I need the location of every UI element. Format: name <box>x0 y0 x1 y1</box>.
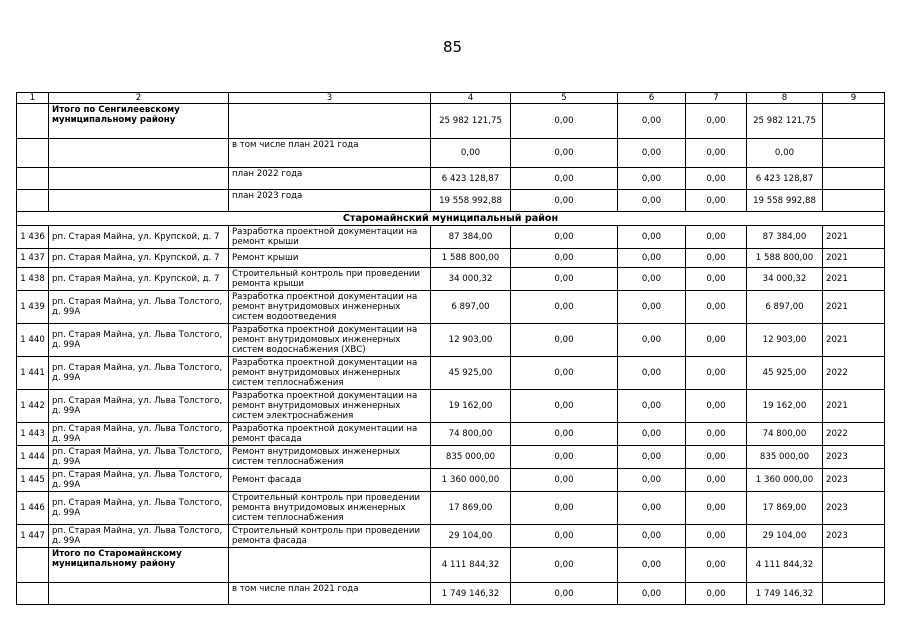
value-cell: 0,00 <box>618 249 686 268</box>
value-cell: 0,00 <box>511 226 618 249</box>
district-total-title: Итого по Старомайнскому муниципальному району <box>49 548 229 583</box>
table-row <box>17 357 885 390</box>
value-cell: 0,00 <box>618 190 686 212</box>
table-row <box>17 268 885 291</box>
year-cell: 2021 <box>823 324 885 357</box>
value-cell: 0,00 <box>511 446 618 469</box>
value-cell: 0,00 <box>618 492 686 525</box>
value-cell: 0,00 <box>686 548 747 583</box>
value-cell: 1 749 146,32 <box>431 583 511 605</box>
value-cell: 0,00 <box>686 139 747 168</box>
district-total-row <box>17 548 885 583</box>
value-cell: 0,00 <box>686 104 747 139</box>
year-cell: 2021 <box>823 249 885 268</box>
value-cell: 1 360 000,00 <box>431 469 511 492</box>
work-cell: Ремонт фасада <box>229 469 431 492</box>
district-total-title: Итого по Сенгилеевскому муниципальному району <box>49 104 229 139</box>
value-cell: 0,00 <box>618 291 686 324</box>
value-cell: 0,00 <box>747 139 823 168</box>
plan-year-row <box>17 168 885 190</box>
value-cell: 0,00 <box>511 469 618 492</box>
plan-year-row <box>17 583 885 605</box>
value-cell: 0,00 <box>618 469 686 492</box>
row-number: 1 446 <box>17 492 49 525</box>
column-header: 7 <box>686 93 747 104</box>
value-cell: 1 360 000,00 <box>747 469 823 492</box>
year-cell: 2022 <box>823 423 885 446</box>
value-cell: 6 423 128,87 <box>431 168 511 190</box>
table-row <box>17 249 885 268</box>
address-cell: рп. Старая Майна, ул. Льва Толстого, д. 99А <box>49 390 229 423</box>
value-cell: 0,00 <box>618 324 686 357</box>
value-cell: 34 000,32 <box>431 268 511 291</box>
year-cell: 2023 <box>823 492 885 525</box>
value-cell: 45 925,00 <box>431 357 511 390</box>
value-cell: 4 111 844,32 <box>747 548 823 583</box>
value-cell: 0,00 <box>686 423 747 446</box>
value-cell: 0,00 <box>618 390 686 423</box>
value-cell: 0,00 <box>618 446 686 469</box>
value-cell: 0,00 <box>686 492 747 525</box>
row-number: 1 445 <box>17 469 49 492</box>
value-cell: 29 104,00 <box>747 525 823 548</box>
table-row <box>17 291 885 324</box>
year-cell: 2021 <box>823 291 885 324</box>
value-cell: 12 903,00 <box>747 324 823 357</box>
plan-year-label: план 2022 года <box>229 168 431 190</box>
year-cell: 2023 <box>823 446 885 469</box>
value-cell: 0,00 <box>511 492 618 525</box>
work-cell: Разработка проектной документации на ремонт внутридомовых инженерных систем теплоснабжения <box>229 357 431 390</box>
value-cell: 6 423 128,87 <box>747 168 823 190</box>
value-cell: 1 749 146,32 <box>747 583 823 605</box>
column-header: 9 <box>823 93 885 104</box>
value-cell: 29 104,00 <box>431 525 511 548</box>
work-cell: Ремонт крыши <box>229 249 431 268</box>
value-cell: 0,00 <box>686 469 747 492</box>
address-cell: рп. Старая Майна, ул. Крупской, д. 7 <box>49 226 229 249</box>
value-cell: 17 869,00 <box>431 492 511 525</box>
table-row <box>17 492 885 525</box>
row-number: 1 447 <box>17 525 49 548</box>
value-cell: 0,00 <box>511 190 618 212</box>
value-cell: 0,00 <box>686 168 747 190</box>
value-cell: 0,00 <box>511 525 618 548</box>
table-row <box>17 446 885 469</box>
value-cell: 6 897,00 <box>747 291 823 324</box>
column-header: 2 <box>49 93 229 104</box>
value-cell: 0,00 <box>511 423 618 446</box>
value-cell: 835 000,00 <box>431 446 511 469</box>
value-cell: 12 903,00 <box>431 324 511 357</box>
column-header-row <box>17 93 885 104</box>
address-cell: рп. Старая Майна, ул. Льва Толстого, д. 99А <box>49 423 229 446</box>
year-cell: 2023 <box>823 469 885 492</box>
section-row <box>17 212 885 226</box>
column-header: 4 <box>431 93 511 104</box>
year-cell: 2021 <box>823 390 885 423</box>
value-cell: 17 869,00 <box>747 492 823 525</box>
table-row <box>17 324 885 357</box>
page-number: 85 <box>442 38 463 56</box>
value-cell: 19 558 992,88 <box>747 190 823 212</box>
plan-year-row <box>17 190 885 212</box>
row-number: 1 441 <box>17 357 49 390</box>
value-cell: 0,00 <box>686 190 747 212</box>
value-cell: 0,00 <box>511 249 618 268</box>
work-cell: Разработка проектной документации на ремонт внутридомовых инженерных систем водоснабжения (ХВС) <box>229 324 431 357</box>
row-number: 1 443 <box>17 423 49 446</box>
plan-year-label: план 2023 года <box>229 190 431 212</box>
work-cell: Строительный контроль при проведении ремонта крыши <box>229 268 431 291</box>
value-cell: 0,00 <box>618 548 686 583</box>
value-cell: 0,00 <box>686 583 747 605</box>
value-cell: 0,00 <box>686 324 747 357</box>
row-number: 1 444 <box>17 446 49 469</box>
address-cell: рп. Старая Майна, ул. Льва Толстого, д. 99А <box>49 492 229 525</box>
plan-year-label: в том числе план 2021 года <box>229 139 431 168</box>
row-number: 1 436 <box>17 226 49 249</box>
district-total-row <box>17 104 885 139</box>
value-cell: 6 897,00 <box>431 291 511 324</box>
value-cell: 0,00 <box>511 548 618 583</box>
value-cell: 74 800,00 <box>747 423 823 446</box>
value-cell: 0,00 <box>686 249 747 268</box>
value-cell: 0,00 <box>511 583 618 605</box>
value-cell: 0,00 <box>686 291 747 324</box>
year-cell: 2021 <box>823 226 885 249</box>
table-row <box>17 423 885 446</box>
value-cell: 0,00 <box>618 168 686 190</box>
plan-year-label: в том числе план 2021 года <box>229 583 431 605</box>
plan-year-row <box>17 139 885 168</box>
value-cell: 0,00 <box>618 357 686 390</box>
row-number: 1 437 <box>17 249 49 268</box>
capital-repair-table <box>16 92 885 605</box>
value-cell: 0,00 <box>618 423 686 446</box>
year-cell: 2023 <box>823 525 885 548</box>
value-cell: 4 111 844,32 <box>431 548 511 583</box>
value-cell: 0,00 <box>686 390 747 423</box>
value-cell: 1 588 800,00 <box>747 249 823 268</box>
column-header: 6 <box>618 93 686 104</box>
value-cell: 0,00 <box>686 357 747 390</box>
section-title: Старомайнский муниципальный район <box>17 212 885 226</box>
value-cell: 0,00 <box>618 139 686 168</box>
work-cell: Разработка проектной документации на ремонт фасада <box>229 423 431 446</box>
value-cell: 0,00 <box>686 268 747 291</box>
address-cell: рп. Старая Майна, ул. Льва Толстого, д. 99А <box>49 525 229 548</box>
value-cell: 34 000,32 <box>747 268 823 291</box>
work-cell: Разработка проектной документации на ремонт крыши <box>229 226 431 249</box>
column-header: 1 <box>17 93 49 104</box>
table-row <box>17 226 885 249</box>
value-cell: 0,00 <box>686 446 747 469</box>
address-cell: рп. Старая Майна, ул. Льва Толстого, д. 99А <box>49 469 229 492</box>
value-cell: 25 982 121,75 <box>431 104 511 139</box>
work-cell: Разработка проектной документации на ремонт внутридомовых инженерных систем электроснабжения <box>229 390 431 423</box>
value-cell: 87 384,00 <box>747 226 823 249</box>
column-header: 3 <box>229 93 431 104</box>
value-cell: 87 384,00 <box>431 226 511 249</box>
row-number: 1 438 <box>17 268 49 291</box>
address-cell: рп. Старая Майна, ул. Льва Толстого, д. 99А <box>49 324 229 357</box>
address-cell: рп. Старая Майна, ул. Льва Толстого, д. 99А <box>49 357 229 390</box>
value-cell: 0,00 <box>511 139 618 168</box>
value-cell: 0,00 <box>431 139 511 168</box>
value-cell: 19 162,00 <box>431 390 511 423</box>
value-cell: 45 925,00 <box>747 357 823 390</box>
column-header: 5 <box>511 93 618 104</box>
value-cell: 0,00 <box>618 226 686 249</box>
value-cell: 0,00 <box>511 104 618 139</box>
value-cell: 25 982 121,75 <box>747 104 823 139</box>
value-cell: 835 000,00 <box>747 446 823 469</box>
work-cell: Разработка проектной документации на ремонт внутридомовых инженерных систем водоотведения <box>229 291 431 324</box>
address-cell: рп. Старая Майна, ул. Льва Толстого, д. 99А <box>49 291 229 324</box>
year-cell: 2021 <box>823 268 885 291</box>
value-cell: 19 162,00 <box>747 390 823 423</box>
work-cell: Строительный контроль при проведении ремонта внутридомовых инженерных систем теплоснабжения <box>229 492 431 525</box>
value-cell: 0,00 <box>618 525 686 548</box>
work-cell: Ремонт внутридомовых инженерных систем теплоснабжения <box>229 446 431 469</box>
table-row <box>17 390 885 423</box>
address-cell: рп. Старая Майна, ул. Крупской, д. 7 <box>49 268 229 291</box>
table-row <box>17 525 885 548</box>
value-cell: 0,00 <box>511 357 618 390</box>
value-cell: 0,00 <box>511 168 618 190</box>
column-header: 8 <box>747 93 823 104</box>
value-cell: 0,00 <box>686 525 747 548</box>
address-cell: рп. Старая Майна, ул. Льва Толстого, д. 99А <box>49 446 229 469</box>
value-cell: 0,00 <box>511 291 618 324</box>
value-cell: 1 588 800,00 <box>431 249 511 268</box>
value-cell: 0,00 <box>511 268 618 291</box>
value-cell: 74 800,00 <box>431 423 511 446</box>
work-cell: Строительный контроль при проведении ремонта фасада <box>229 525 431 548</box>
row-number: 1 442 <box>17 390 49 423</box>
value-cell: 0,00 <box>618 583 686 605</box>
value-cell: 0,00 <box>618 104 686 139</box>
row-number: 1 439 <box>17 291 49 324</box>
value-cell: 0,00 <box>618 268 686 291</box>
year-cell: 2022 <box>823 357 885 390</box>
value-cell: 19 558 992,88 <box>431 190 511 212</box>
value-cell: 0,00 <box>686 226 747 249</box>
table-row <box>17 469 885 492</box>
value-cell: 0,00 <box>511 324 618 357</box>
address-cell: рп. Старая Майна, ул. Крупской, д. 7 <box>49 249 229 268</box>
value-cell: 0,00 <box>511 390 618 423</box>
row-number: 1 440 <box>17 324 49 357</box>
